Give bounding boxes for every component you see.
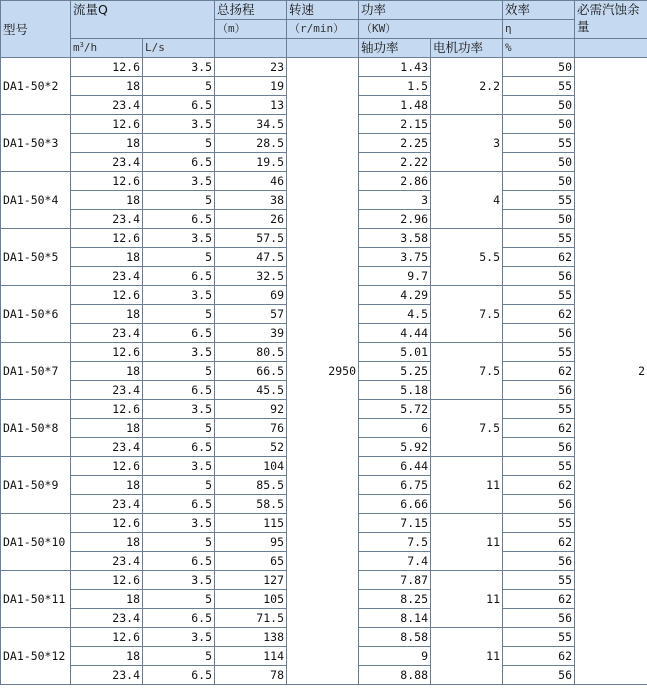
- head-cell: 32.5: [215, 267, 287, 286]
- shaft-power-cell: 4.44: [359, 324, 431, 343]
- flow-m3h-cell: 12.6: [71, 286, 143, 305]
- shaft-power-cell: 1.5: [359, 77, 431, 96]
- efficiency-cell: 62: [503, 248, 575, 267]
- flow-ls-cell: 3.5: [143, 571, 215, 590]
- efficiency-cell: 55: [503, 514, 575, 533]
- flow-m3h-cell: 18: [71, 476, 143, 495]
- motor-power-cell: 7.5: [431, 286, 503, 343]
- flow-ls-cell: 5: [143, 77, 215, 96]
- flow-ls-cell: 6.5: [143, 96, 215, 115]
- efficiency-cell: 56: [503, 324, 575, 343]
- flow-ls-cell: 5: [143, 419, 215, 438]
- flow-m3h-cell: 18: [71, 248, 143, 267]
- header-row-1: [1, 1, 647, 20]
- header-head-unit: （m）: [215, 20, 287, 39]
- speed-value: 2950: [287, 58, 359, 685]
- head-cell: 78: [215, 666, 287, 685]
- header-efficiency: 效率: [503, 1, 575, 20]
- efficiency-cell: 50: [503, 210, 575, 229]
- efficiency-cell: 50: [503, 172, 575, 191]
- head-cell: 57: [215, 305, 287, 324]
- header-speed-unit: （r/min）: [287, 20, 359, 39]
- flow-m3h-cell: 23.4: [71, 324, 143, 343]
- head-cell: 19.5: [215, 153, 287, 172]
- motor-power-cell: 11: [431, 628, 503, 685]
- header-row-3: [1, 39, 647, 58]
- efficiency-cell: 56: [503, 381, 575, 400]
- shaft-power-cell: 7.5: [359, 533, 431, 552]
- model-name: DA1-50*5: [1, 229, 71, 286]
- head-cell: 13: [215, 96, 287, 115]
- flow-m3h-cell: 12.6: [71, 115, 143, 134]
- efficiency-cell: 56: [503, 495, 575, 514]
- efficiency-cell: 62: [503, 647, 575, 666]
- flow-m3h-cell: 12.6: [71, 343, 143, 362]
- header-speed-blank: [287, 39, 359, 58]
- flow-m3h-cell: 23.4: [71, 438, 143, 457]
- head-cell: 85.5: [215, 476, 287, 495]
- shaft-power-cell: 1.48: [359, 96, 431, 115]
- header-flow-ls: L/s: [143, 39, 215, 58]
- head-cell: 58.5: [215, 495, 287, 514]
- head-cell: 38: [215, 191, 287, 210]
- motor-power-cell: 2.2: [431, 58, 503, 115]
- header-shaft-power: 轴功率: [359, 39, 431, 58]
- flow-m3h-cell: 23.4: [71, 666, 143, 685]
- efficiency-cell: 62: [503, 305, 575, 324]
- header-speed: 转速: [287, 1, 359, 20]
- motor-power-cell: 5.5: [431, 229, 503, 286]
- shaft-power-cell: 9.7: [359, 267, 431, 286]
- head-cell: 138: [215, 628, 287, 647]
- efficiency-cell: 62: [503, 362, 575, 381]
- motor-power-cell: 7.5: [431, 400, 503, 457]
- flow-m3h-cell: 18: [71, 590, 143, 609]
- shaft-power-cell: 2.15: [359, 115, 431, 134]
- table-body: [1, 58, 647, 685]
- table-row: [1, 58, 647, 77]
- flow-ls-cell: 5: [143, 533, 215, 552]
- shaft-power-cell: 6.66: [359, 495, 431, 514]
- shaft-power-cell: 6.44: [359, 457, 431, 476]
- motor-power-cell: 3: [431, 115, 503, 172]
- efficiency-cell: 55: [503, 77, 575, 96]
- shaft-power-cell: 5.92: [359, 438, 431, 457]
- flow-ls-cell: 3.5: [143, 115, 215, 134]
- flow-m3h-cell: 23.4: [71, 267, 143, 286]
- model-name: DA1-50*8: [1, 400, 71, 457]
- efficiency-cell: 55: [503, 134, 575, 153]
- flow-ls-cell: 6.5: [143, 267, 215, 286]
- head-cell: 65: [215, 552, 287, 571]
- flow-m3h-cell: 18: [71, 419, 143, 438]
- head-cell: 115: [215, 514, 287, 533]
- flow-m3h-cell: 18: [71, 191, 143, 210]
- header-head: 总扬程: [215, 1, 287, 20]
- flow-ls-cell: 5: [143, 476, 215, 495]
- head-cell: 19: [215, 77, 287, 96]
- header-efficiency-symbol: η: [503, 20, 575, 39]
- head-cell: 105: [215, 590, 287, 609]
- npsh-value: 2: [575, 58, 647, 685]
- efficiency-cell: 62: [503, 476, 575, 495]
- flow-ls-cell: 3.5: [143, 514, 215, 533]
- flow-ls-cell: 6.5: [143, 324, 215, 343]
- flow-ls-cell: 3.5: [143, 400, 215, 419]
- header-npsh-blank: [575, 39, 647, 58]
- motor-power-cell: 11: [431, 514, 503, 571]
- flow-m3h-cell: 12.6: [71, 58, 143, 77]
- flow-ls-cell: 3.5: [143, 628, 215, 647]
- shaft-power-cell: 8.88: [359, 666, 431, 685]
- header-power-unit: （KW）: [359, 20, 503, 39]
- motor-power-cell: 7.5: [431, 343, 503, 400]
- flow-m3h-cell: 18: [71, 362, 143, 381]
- head-cell: 23: [215, 58, 287, 77]
- shaft-power-cell: 5.25: [359, 362, 431, 381]
- flow-ls-cell: 3.5: [143, 457, 215, 476]
- efficiency-cell: 56: [503, 609, 575, 628]
- flow-ls-cell: 6.5: [143, 153, 215, 172]
- flow-m3h-cell: 23.4: [71, 96, 143, 115]
- flow-m3h-cell: 18: [71, 533, 143, 552]
- flow-m3h-cell: 12.6: [71, 514, 143, 533]
- flow-ls-cell: 3.5: [143, 343, 215, 362]
- efficiency-cell: 50: [503, 96, 575, 115]
- shaft-power-cell: 9: [359, 647, 431, 666]
- head-cell: 69: [215, 286, 287, 305]
- efficiency-cell: 56: [503, 438, 575, 457]
- head-cell: 95: [215, 533, 287, 552]
- head-cell: 47.5: [215, 248, 287, 267]
- flow-m3h-cell: 23.4: [71, 495, 143, 514]
- shaft-power-cell: 2.86: [359, 172, 431, 191]
- efficiency-cell: 55: [503, 229, 575, 248]
- head-cell: 26: [215, 210, 287, 229]
- model-name: DA1-50*3: [1, 115, 71, 172]
- shaft-power-cell: 7.15: [359, 514, 431, 533]
- flow-m3h-cell: 23.4: [71, 609, 143, 628]
- shaft-power-cell: 5.01: [359, 343, 431, 362]
- flow-m3h-cell: 12.6: [71, 628, 143, 647]
- flow-ls-cell: 6.5: [143, 609, 215, 628]
- header-flow: 流量Q: [71, 1, 215, 39]
- flow-m3h-cell: 12.6: [71, 229, 143, 248]
- flow-m3h-cell: 23.4: [71, 381, 143, 400]
- header-npsh: 必需汽蚀余量: [575, 1, 647, 39]
- flow-ls-cell: 5: [143, 647, 215, 666]
- efficiency-cell: 50: [503, 115, 575, 134]
- flow-m3h-cell: 23.4: [71, 552, 143, 571]
- motor-power-cell: 11: [431, 457, 503, 514]
- motor-power-cell: 4: [431, 172, 503, 229]
- model-name: DA1-50*7: [1, 343, 71, 400]
- efficiency-cell: 55: [503, 343, 575, 362]
- flow-ls-cell: 3.5: [143, 286, 215, 305]
- flow-ls-cell: 5: [143, 248, 215, 267]
- efficiency-cell: 50: [503, 58, 575, 77]
- flow-ls-cell: 6.5: [143, 381, 215, 400]
- flow-ls-cell: 5: [143, 305, 215, 324]
- head-cell: 39: [215, 324, 287, 343]
- shaft-power-cell: 1.43: [359, 58, 431, 77]
- flow-m3h-cell: 12.6: [71, 172, 143, 191]
- model-name: DA1-50*9: [1, 457, 71, 514]
- head-cell: 66.5: [215, 362, 287, 381]
- flow-m3h-cell: 12.6: [71, 400, 143, 419]
- model-name: DA1-50*2: [1, 58, 71, 115]
- efficiency-cell: 56: [503, 552, 575, 571]
- flow-ls-cell: 5: [143, 362, 215, 381]
- head-cell: 104: [215, 457, 287, 476]
- flow-ls-cell: 6.5: [143, 666, 215, 685]
- head-cell: 71.5: [215, 609, 287, 628]
- shaft-power-cell: 4.5: [359, 305, 431, 324]
- head-cell: 28.5: [215, 134, 287, 153]
- flow-m3h-cell: 18: [71, 134, 143, 153]
- efficiency-cell: 62: [503, 533, 575, 552]
- shaft-power-cell: 3: [359, 191, 431, 210]
- efficiency-cell: 55: [503, 286, 575, 305]
- flow-ls-cell: 6.5: [143, 495, 215, 514]
- flow-ls-cell: 3.5: [143, 58, 215, 77]
- head-cell: 34.5: [215, 115, 287, 134]
- head-cell: 46: [215, 172, 287, 191]
- shaft-power-cell: 6.75: [359, 476, 431, 495]
- flow-ls-cell: 3.5: [143, 172, 215, 191]
- shaft-power-cell: 8.25: [359, 590, 431, 609]
- shaft-power-cell: 4.29: [359, 286, 431, 305]
- header-efficiency-unit: %: [503, 39, 575, 58]
- head-cell: 52: [215, 438, 287, 457]
- flow-m3h-cell: 12.6: [71, 571, 143, 590]
- flow-ls-cell: 3.5: [143, 229, 215, 248]
- efficiency-cell: 55: [503, 571, 575, 590]
- flow-ls-cell: 5: [143, 590, 215, 609]
- shaft-power-cell: 7.4: [359, 552, 431, 571]
- flow-m3h-cell: 23.4: [71, 153, 143, 172]
- efficiency-cell: 55: [503, 457, 575, 476]
- efficiency-cell: 62: [503, 419, 575, 438]
- header-motor-power: 电机功率: [431, 39, 503, 58]
- head-cell: 45.5: [215, 381, 287, 400]
- flow-ls-cell: 5: [143, 191, 215, 210]
- model-name: DA1-50*4: [1, 172, 71, 229]
- header-power: 功率: [359, 1, 503, 20]
- shaft-power-cell: 7.87: [359, 571, 431, 590]
- efficiency-cell: 62: [503, 590, 575, 609]
- model-name: DA1-50*6: [1, 286, 71, 343]
- shaft-power-cell: 3.58: [359, 229, 431, 248]
- header-model: 型号: [1, 1, 71, 58]
- model-name: DA1-50*11: [1, 571, 71, 628]
- efficiency-cell: 56: [503, 666, 575, 685]
- shaft-power-cell: 2.25: [359, 134, 431, 153]
- flow-m3h-cell: 12.6: [71, 457, 143, 476]
- efficiency-cell: 55: [503, 628, 575, 647]
- efficiency-cell: 55: [503, 191, 575, 210]
- motor-power-cell: 11: [431, 571, 503, 628]
- head-cell: 57.5: [215, 229, 287, 248]
- flow-ls-cell: 6.5: [143, 552, 215, 571]
- flow-m3h-cell: 18: [71, 305, 143, 324]
- flow-m3h-cell: 18: [71, 647, 143, 666]
- shaft-power-cell: 8.58: [359, 628, 431, 647]
- flow-ls-cell: 6.5: [143, 438, 215, 457]
- head-cell: 80.5: [215, 343, 287, 362]
- efficiency-cell: 56: [503, 267, 575, 286]
- shaft-power-cell: 2.22: [359, 153, 431, 172]
- model-name: DA1-50*12: [1, 628, 71, 685]
- head-cell: 127: [215, 571, 287, 590]
- efficiency-cell: 50: [503, 153, 575, 172]
- shaft-power-cell: 5.72: [359, 400, 431, 419]
- head-cell: 76: [215, 419, 287, 438]
- header-head-blank: [215, 39, 287, 58]
- shaft-power-cell: 8.14: [359, 609, 431, 628]
- model-name: DA1-50*10: [1, 514, 71, 571]
- flow-m3h-cell: 23.4: [71, 210, 143, 229]
- shaft-power-cell: 2.96: [359, 210, 431, 229]
- shaft-power-cell: 3.75: [359, 248, 431, 267]
- head-cell: 92: [215, 400, 287, 419]
- head-cell: 114: [215, 647, 287, 666]
- flow-ls-cell: 5: [143, 134, 215, 153]
- shaft-power-cell: 6: [359, 419, 431, 438]
- efficiency-cell: 55: [503, 400, 575, 419]
- flow-m3h-cell: 18: [71, 77, 143, 96]
- flow-ls-cell: 6.5: [143, 210, 215, 229]
- header-flow-m3h: $m^3/h$: [71, 39, 143, 58]
- shaft-power-cell: 5.18: [359, 381, 431, 400]
